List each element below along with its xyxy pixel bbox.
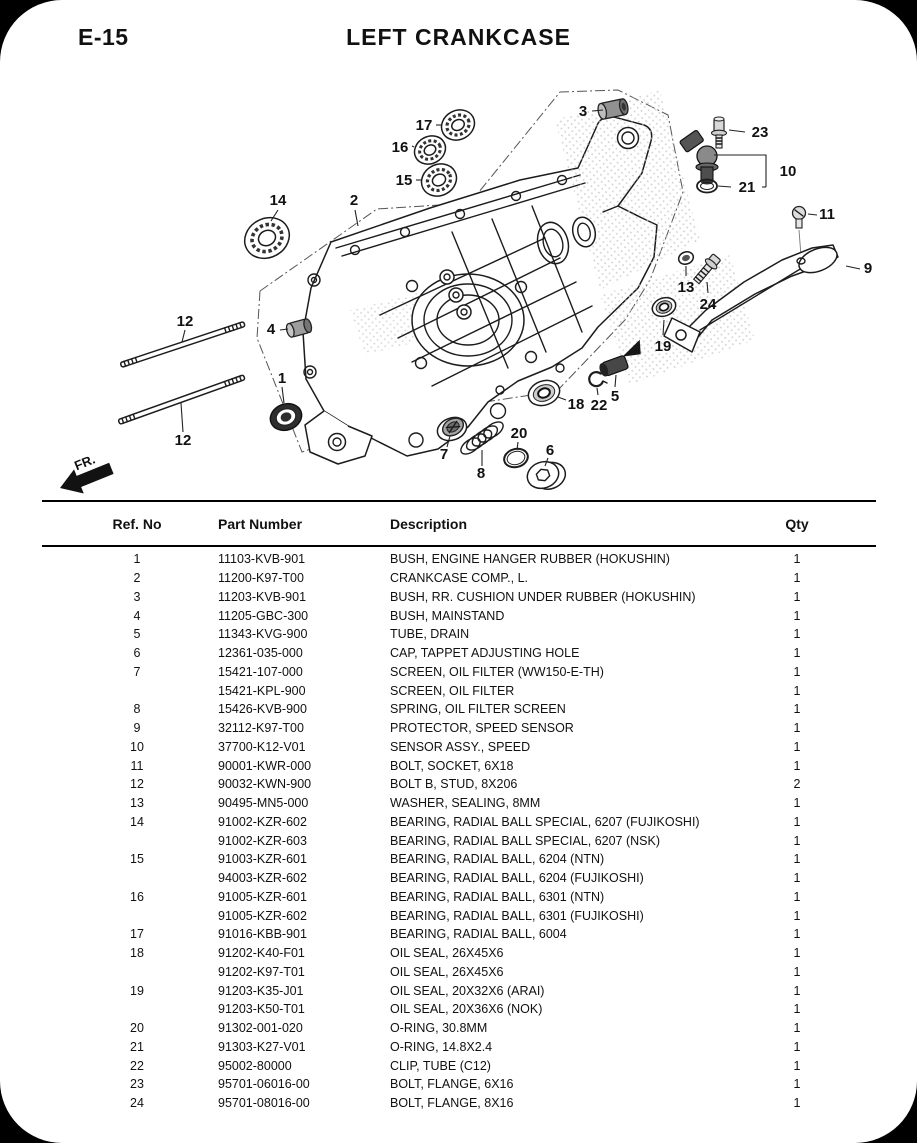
table-row — [42, 963, 876, 982]
callout-23: 23 — [751, 124, 769, 141]
cell-part-number: 37700-K12-V01 — [218, 739, 306, 754]
cell-ref-no: 19 — [130, 983, 144, 998]
bolt-23-illustration — [712, 117, 727, 148]
cell-qty: 1 — [793, 796, 801, 811]
table-row — [42, 869, 876, 888]
callout-22: 22 — [590, 397, 608, 414]
table-row — [42, 550, 876, 569]
cell-part-number: 91203-K50-T01 — [218, 1002, 305, 1017]
cell-qty: 1 — [793, 758, 801, 773]
bush-1-illustration — [267, 399, 306, 434]
bolt-11-illustration — [793, 207, 806, 257]
cell-ref-no: 2 — [133, 571, 141, 586]
oil-seal-18-illustration — [525, 376, 563, 409]
callout-20: 20 — [510, 425, 528, 442]
cell-qty: 1 — [793, 908, 801, 923]
cell-ref-no: 1 — [133, 552, 141, 567]
cell-description: O-RING, 30.8MM — [390, 1021, 488, 1036]
cell-qty: 1 — [793, 889, 801, 904]
cell-description: BEARING, RADIAL BALL, 6301 (NTN) — [390, 889, 605, 904]
table-row — [42, 888, 876, 907]
cell-ref-no: 7 — [133, 664, 141, 679]
callout-12-lower: 12 — [174, 432, 192, 449]
cell-part-number: 95701-06016-00 — [218, 1077, 310, 1092]
cell-description: CRANKCASE COMP., L. — [390, 571, 529, 586]
cell-part-number: 32112-K97-T00 — [218, 721, 304, 736]
cell-part-number: 91002-KZR-602 — [218, 814, 307, 829]
cell-ref-no: 16 — [130, 889, 144, 904]
cell-ref-no: 3 — [133, 589, 141, 604]
cell-part-number: 11200-K97-T00 — [218, 571, 304, 586]
table-row — [42, 1000, 876, 1019]
cell-qty: 1 — [793, 1077, 801, 1092]
cell-part-number: 95701-08016-00 — [218, 1096, 310, 1111]
cell-description: SCREEN, OIL FILTER (WW150-E-TH) — [390, 664, 604, 679]
page-code: E-15 — [78, 24, 129, 50]
cell-description: BOLT, SOCKET, 6X18 — [390, 758, 514, 773]
cell-qty: 1 — [793, 927, 801, 942]
callout-21: 21 — [738, 179, 756, 196]
table-row — [42, 681, 876, 700]
cell-qty: 1 — [793, 627, 801, 642]
callout-5: 5 — [610, 388, 620, 405]
callout-7: 7 — [439, 446, 449, 463]
cell-qty: 1 — [793, 664, 801, 679]
cell-part-number: 91002-KZR-603 — [218, 833, 307, 848]
cell-ref-no: 13 — [130, 796, 144, 811]
cell-ref-no: 14 — [130, 814, 144, 829]
cell-description: PROTECTOR, SPEED SENSOR — [390, 721, 574, 736]
table-row — [42, 719, 876, 738]
table-row — [42, 606, 876, 625]
cell-description: OIL SEAL, 26X45X6 — [390, 964, 504, 979]
cell-ref-no: 17 — [130, 927, 144, 942]
parts-table-header — [42, 500, 876, 547]
cell-ref-no: 11 — [130, 758, 144, 773]
cell-ref-no: 12 — [130, 777, 144, 792]
callout-19: 19 — [654, 338, 672, 355]
cell-description: BEARING, RADIAL BALL, 6204 (NTN) — [390, 852, 605, 867]
bearing-14-illustration — [238, 210, 297, 266]
table-row — [42, 569, 876, 588]
cell-qty: 1 — [793, 739, 801, 754]
cell-description: BUSH, RR. CUSHION UNDER RUBBER (HOKUSHIN) — [390, 589, 696, 604]
header-ref-no: Ref. No — [112, 515, 162, 532]
callout-14: 14 — [269, 192, 287, 209]
cell-description: BOLT, FLANGE, 6X16 — [390, 1077, 514, 1092]
cell-ref-no: 5 — [133, 627, 141, 642]
parts-table — [42, 500, 876, 1113]
cell-part-number: 90001-KWR-000 — [218, 758, 312, 773]
table-row — [42, 1075, 876, 1094]
callout-12-upper: 12 — [176, 313, 194, 330]
cell-description: BEARING, RADIAL BALL, 6204 (FUJIKOSHI) — [390, 871, 644, 886]
cell-qty: 2 — [793, 777, 801, 792]
cell-part-number: 90032-KWN-900 — [218, 777, 312, 792]
cell-part-number: 90495-MN5-000 — [218, 796, 309, 811]
o-ring-20-illustration — [502, 446, 530, 470]
cell-qty: 1 — [793, 1002, 801, 1017]
cell-description: BUSH, ENGINE HANGER RUBBER (HOKUSHIN) — [390, 552, 670, 567]
cell-description: BUSH, MAINSTAND — [390, 608, 505, 623]
cell-qty: 1 — [793, 702, 801, 717]
table-row — [42, 906, 876, 925]
cell-ref-no: 10 — [130, 739, 144, 754]
callout-9: 9 — [863, 260, 873, 277]
bearing-15-illustration — [416, 158, 462, 202]
callout-2: 2 — [349, 192, 359, 209]
table-row — [42, 1038, 876, 1057]
cell-qty: 1 — [793, 1096, 801, 1111]
table-row — [42, 1056, 876, 1075]
cell-qty: 1 — [793, 814, 801, 829]
cell-description: OIL SEAL, 20X36X6 (NOK) — [390, 1002, 543, 1017]
table-row — [42, 813, 876, 832]
cell-ref-no: 6 — [133, 646, 141, 661]
table-row — [42, 644, 876, 663]
table-row — [42, 1094, 876, 1113]
cell-description: OIL SEAL, 26X45X6 — [390, 946, 504, 961]
cell-ref-no: 15 — [130, 852, 144, 867]
cell-description: BOLT, FLANGE, 8X16 — [390, 1096, 514, 1111]
header-qty: Qty — [785, 515, 809, 532]
cell-part-number: 15421-107-000 — [218, 664, 303, 679]
cell-part-number: 91016-KBB-901 — [218, 927, 307, 942]
table-row — [42, 831, 876, 850]
cell-ref-no: 18 — [130, 946, 144, 961]
table-row — [42, 1019, 876, 1038]
callout-15: 15 — [395, 172, 413, 189]
cell-qty: 1 — [793, 1058, 801, 1073]
cell-ref-no: 24 — [130, 1096, 144, 1111]
cell-description: BEARING, RADIAL BALL SPECIAL, 6207 (NSK) — [390, 833, 661, 848]
cell-part-number: 11103-KVB-901 — [218, 552, 306, 567]
cell-ref-no: 8 — [133, 702, 141, 717]
cell-qty: 1 — [793, 721, 801, 736]
cell-part-number: 11205-GBC-300 — [218, 608, 309, 623]
callout-10: 10 — [779, 163, 797, 180]
cell-part-number: 15426-KVB-900 — [218, 702, 307, 717]
table-row — [42, 700, 876, 719]
fr-direction-arrow — [52, 447, 116, 500]
cell-part-number: 94003-KZR-602 — [218, 871, 307, 886]
callout-8: 8 — [476, 465, 486, 482]
header-part-number: Part Number — [218, 515, 303, 532]
callout-3: 3 — [578, 103, 588, 120]
cell-part-number: 91005-KZR-602 — [218, 908, 307, 923]
table-row — [42, 663, 876, 682]
cell-description: TUBE, DRAIN — [390, 627, 470, 642]
cell-ref-no: 20 — [130, 1021, 144, 1036]
cell-part-number: 11203-KVB-901 — [218, 589, 307, 604]
fr-label: FR. — [72, 451, 98, 474]
callout-1: 1 — [277, 370, 287, 387]
cell-part-number: 91302-001-020 — [218, 1021, 303, 1036]
table-row — [42, 756, 876, 775]
cell-description: CAP, TAPPET ADJUSTING HOLE — [390, 646, 580, 661]
table-row — [42, 588, 876, 607]
speed-sensor-10-illustration — [679, 130, 718, 185]
cell-part-number: 91303-K27-V01 — [218, 1039, 306, 1054]
cell-description: SPRING, OIL FILTER SCREEN — [390, 702, 566, 717]
table-row — [42, 738, 876, 757]
cell-ref-no: 9 — [133, 721, 141, 736]
cell-part-number: 91005-KZR-601 — [218, 889, 307, 904]
cell-qty: 1 — [793, 683, 801, 698]
cell-part-number: 11343-KVG-900 — [218, 627, 308, 642]
washer-13-illustration — [677, 250, 695, 266]
cell-part-number: 91203-K35-J01 — [218, 983, 304, 998]
cell-qty: 1 — [793, 571, 801, 586]
parts-diagram — [0, 80, 917, 500]
table-row — [42, 925, 876, 944]
callout-24: 24 — [699, 296, 717, 313]
cell-qty: 1 — [793, 964, 801, 979]
cell-description: SCREEN, OIL FILTER — [390, 683, 515, 698]
cell-ref-no: 23 — [130, 1077, 144, 1092]
cell-qty: 1 — [793, 852, 801, 867]
cell-qty: 1 — [793, 833, 801, 848]
cell-qty: 1 — [793, 589, 801, 604]
cell-qty: 1 — [793, 1039, 801, 1054]
cell-ref-no: 21 — [130, 1039, 144, 1054]
cell-ref-no: 4 — [133, 608, 141, 623]
header-description: Description — [390, 515, 468, 532]
callout-18: 18 — [567, 396, 585, 413]
cell-description: SENSOR ASSY., SPEED — [390, 739, 531, 754]
cell-qty: 1 — [793, 1021, 801, 1036]
table-row — [42, 625, 876, 644]
cell-description: O-RING, 14.8X2.4 — [390, 1039, 493, 1054]
table-row — [42, 850, 876, 869]
callout-16: 16 — [391, 139, 409, 156]
cell-qty: 1 — [793, 646, 801, 661]
cell-qty: 1 — [793, 946, 801, 961]
callout-4: 4 — [266, 321, 276, 338]
cell-part-number: 91202-K97-T01 — [218, 964, 305, 979]
callout-13: 13 — [677, 279, 695, 296]
parts-rows — [42, 547, 876, 1113]
cell-description: BEARING, RADIAL BALL SPECIAL, 6207 (FUJIKOSHI) — [390, 814, 700, 829]
cell-ref-no: 22 — [130, 1058, 144, 1073]
cell-description: CLIP, TUBE (C12) — [390, 1058, 491, 1073]
callout-17: 17 — [415, 117, 433, 134]
cell-description: WASHER, SEALING, 8MM — [390, 796, 541, 811]
cell-qty: 1 — [793, 608, 801, 623]
cell-part-number: 95002-80000 — [218, 1058, 292, 1073]
table-row — [42, 775, 876, 794]
cell-part-number: 91003-KZR-601 — [218, 852, 307, 867]
cell-qty: 1 — [793, 983, 801, 998]
cell-description: BOLT B, STUD, 8X206 — [390, 777, 518, 792]
cell-part-number: 12361-035-000 — [218, 646, 303, 661]
table-row — [42, 981, 876, 1000]
page-title: LEFT CRANKCASE — [346, 24, 571, 50]
table-row — [42, 944, 876, 963]
cell-description: BEARING, RADIAL BALL, 6301 (FUJIKOSHI) — [390, 908, 644, 923]
cell-part-number: 15421-KPL-900 — [218, 683, 306, 698]
cell-qty: 1 — [793, 552, 801, 567]
cell-description: OIL SEAL, 20X32X6 (ARAI) — [390, 983, 545, 998]
table-row — [42, 794, 876, 813]
callout-6: 6 — [545, 442, 555, 459]
cell-description: BEARING, RADIAL BALL, 6004 — [390, 927, 567, 942]
cell-qty: 1 — [793, 871, 801, 886]
callout-11: 11 — [819, 206, 835, 223]
cell-part-number: 91202-K40-F01 — [218, 946, 305, 961]
